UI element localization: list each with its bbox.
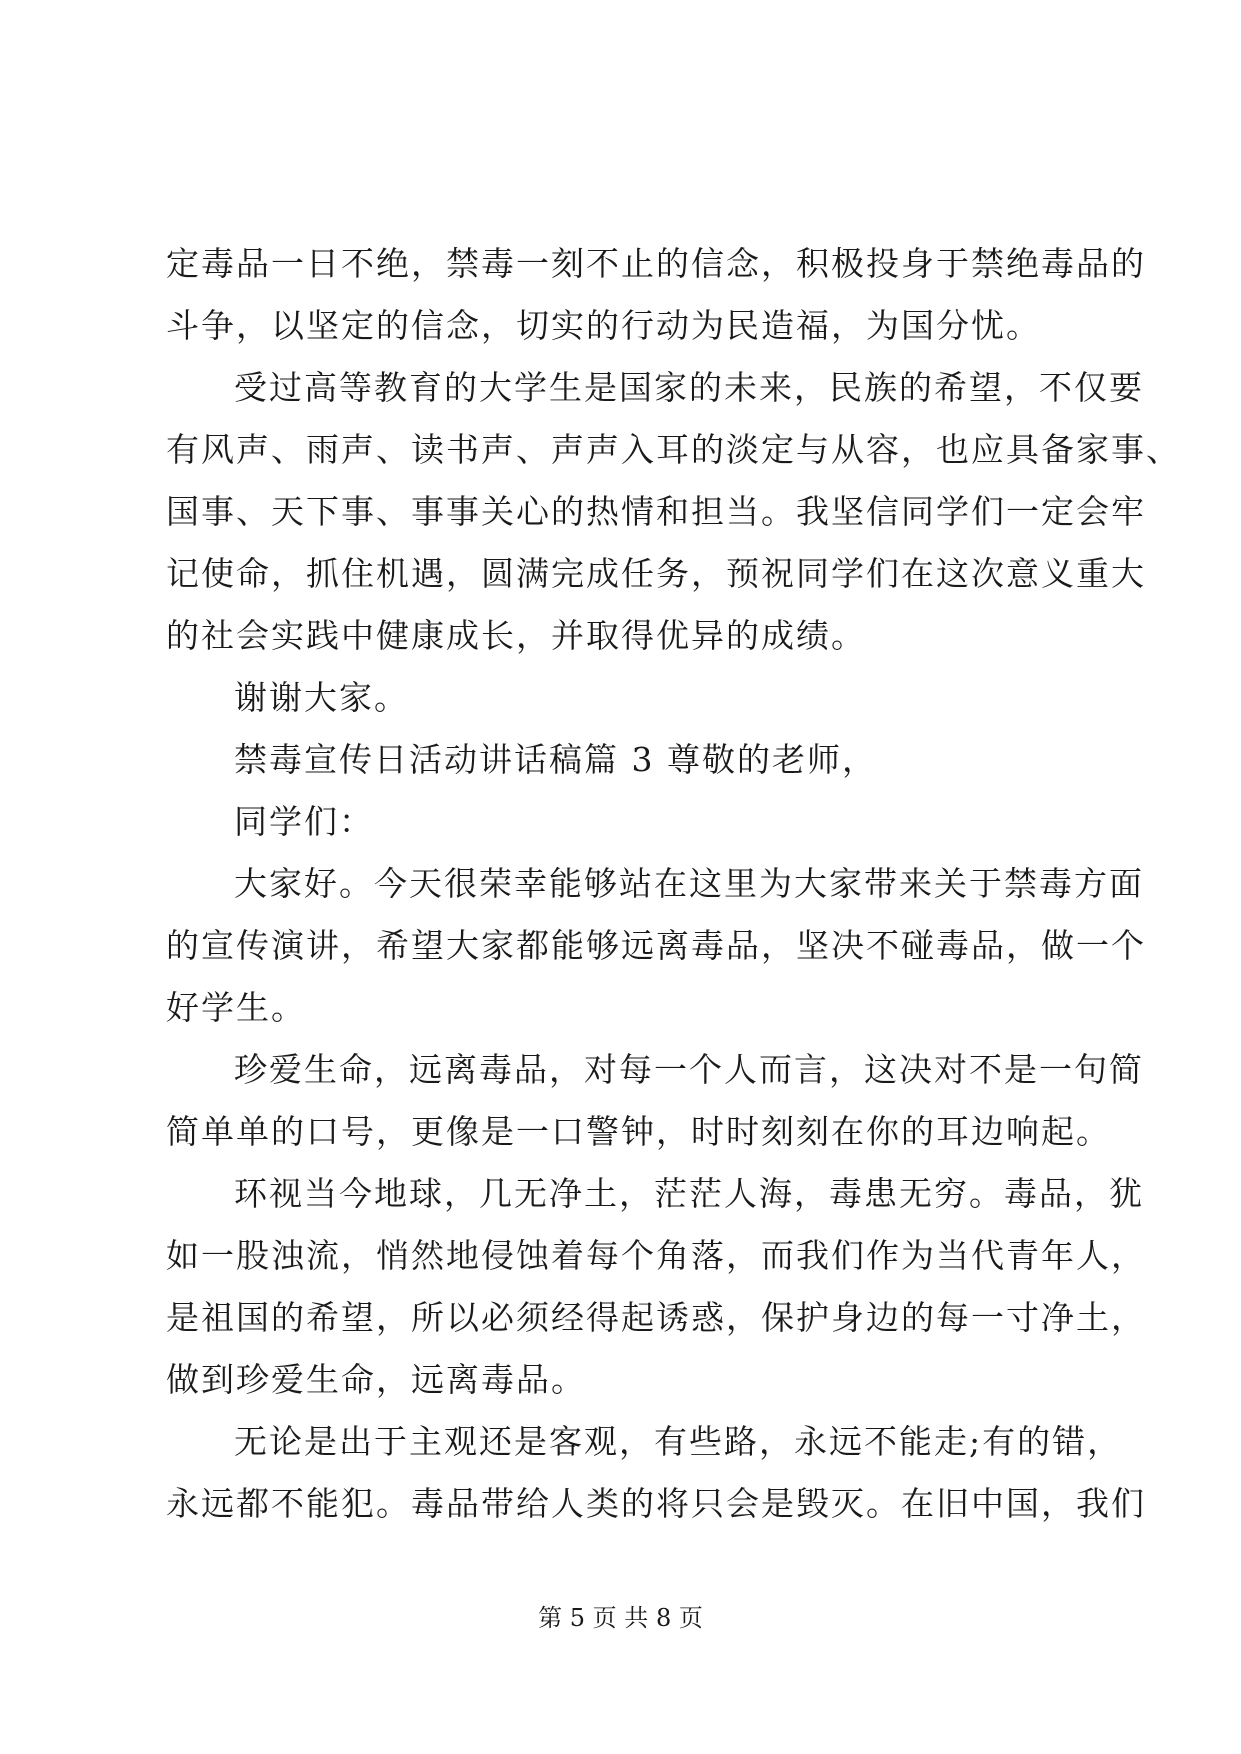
page-number-label: 第 5 页 共 8 页 xyxy=(538,1604,703,1632)
text-line: 的宣传演讲，希望大家都能够远离毒品，坚决不碰毒品，做一个 xyxy=(166,926,1146,965)
text-line: 国事、天下事、事事关心的热情和担当。我坚信同学们一定会牢 xyxy=(166,492,1146,531)
paragraph-start-line: 无论是出于主观还是客观，有些路，永远不能走;有的错， xyxy=(234,1422,1123,1461)
text-line: 永远都不能犯。毒品带给人类的将只会是毁灭。在旧中国，我们 xyxy=(166,1484,1146,1523)
paragraph-start-line: 珍爱生命，远离毒品，对每一个人而言，这决对不是一句简 xyxy=(234,1050,1144,1089)
page-footer xyxy=(0,1602,1241,1634)
text-line: 好学生。 xyxy=(166,988,306,1027)
paragraph-start-line: 大家好。今天很荣幸能够站在这里为大家带来关于禁毒方面 xyxy=(234,864,1144,903)
paragraph-start-line: 受过高等教育的大学生是国家的未来，民族的希望，不仅要 xyxy=(234,368,1144,407)
text-line: 如一股浊流，悄然地侵蚀着每个角落，而我们作为当代青年人， xyxy=(166,1236,1146,1275)
text-line: 定毒品一日不绝，禁毒一刻不止的信念，积极投身于禁绝毒品的 xyxy=(166,244,1146,283)
text-line: 的社会实践中健康成长，并取得优异的成绩。 xyxy=(166,616,866,655)
text-line: 简单单的口号，更像是一口警钟，时时刻刻在你的耳边响起。 xyxy=(166,1112,1111,1151)
section-heading-line: 禁毒宣传日活动讲话稿篇 3 尊敬的老师， xyxy=(234,740,877,779)
text-line: 记使命，抓住机遇，圆满完成任务，预祝同学们在这次意义重大 xyxy=(166,554,1146,593)
paragraph-start-line: 谢谢大家。 xyxy=(234,678,409,717)
document-body xyxy=(166,233,1181,1535)
text-line: 有风声、雨声、读书声、声声入耳的淡定与从容，也应具备家事、 xyxy=(166,430,1181,469)
text-line: 是祖国的希望，所以必须经得起诱惑，保护身边的每一寸净土， xyxy=(166,1298,1146,1337)
salutation-line: 同学们： xyxy=(234,802,374,841)
paragraph-start-line: 环视当今地球，几无净土，茫茫人海，毒患无穷。毒品，犹 xyxy=(234,1174,1144,1213)
text-line: 斗争，以坚定的信念，切实的行动为民造福，为国分忧。 xyxy=(166,306,1041,345)
text-line: 做到珍爱生命，远离毒品。 xyxy=(166,1360,586,1399)
